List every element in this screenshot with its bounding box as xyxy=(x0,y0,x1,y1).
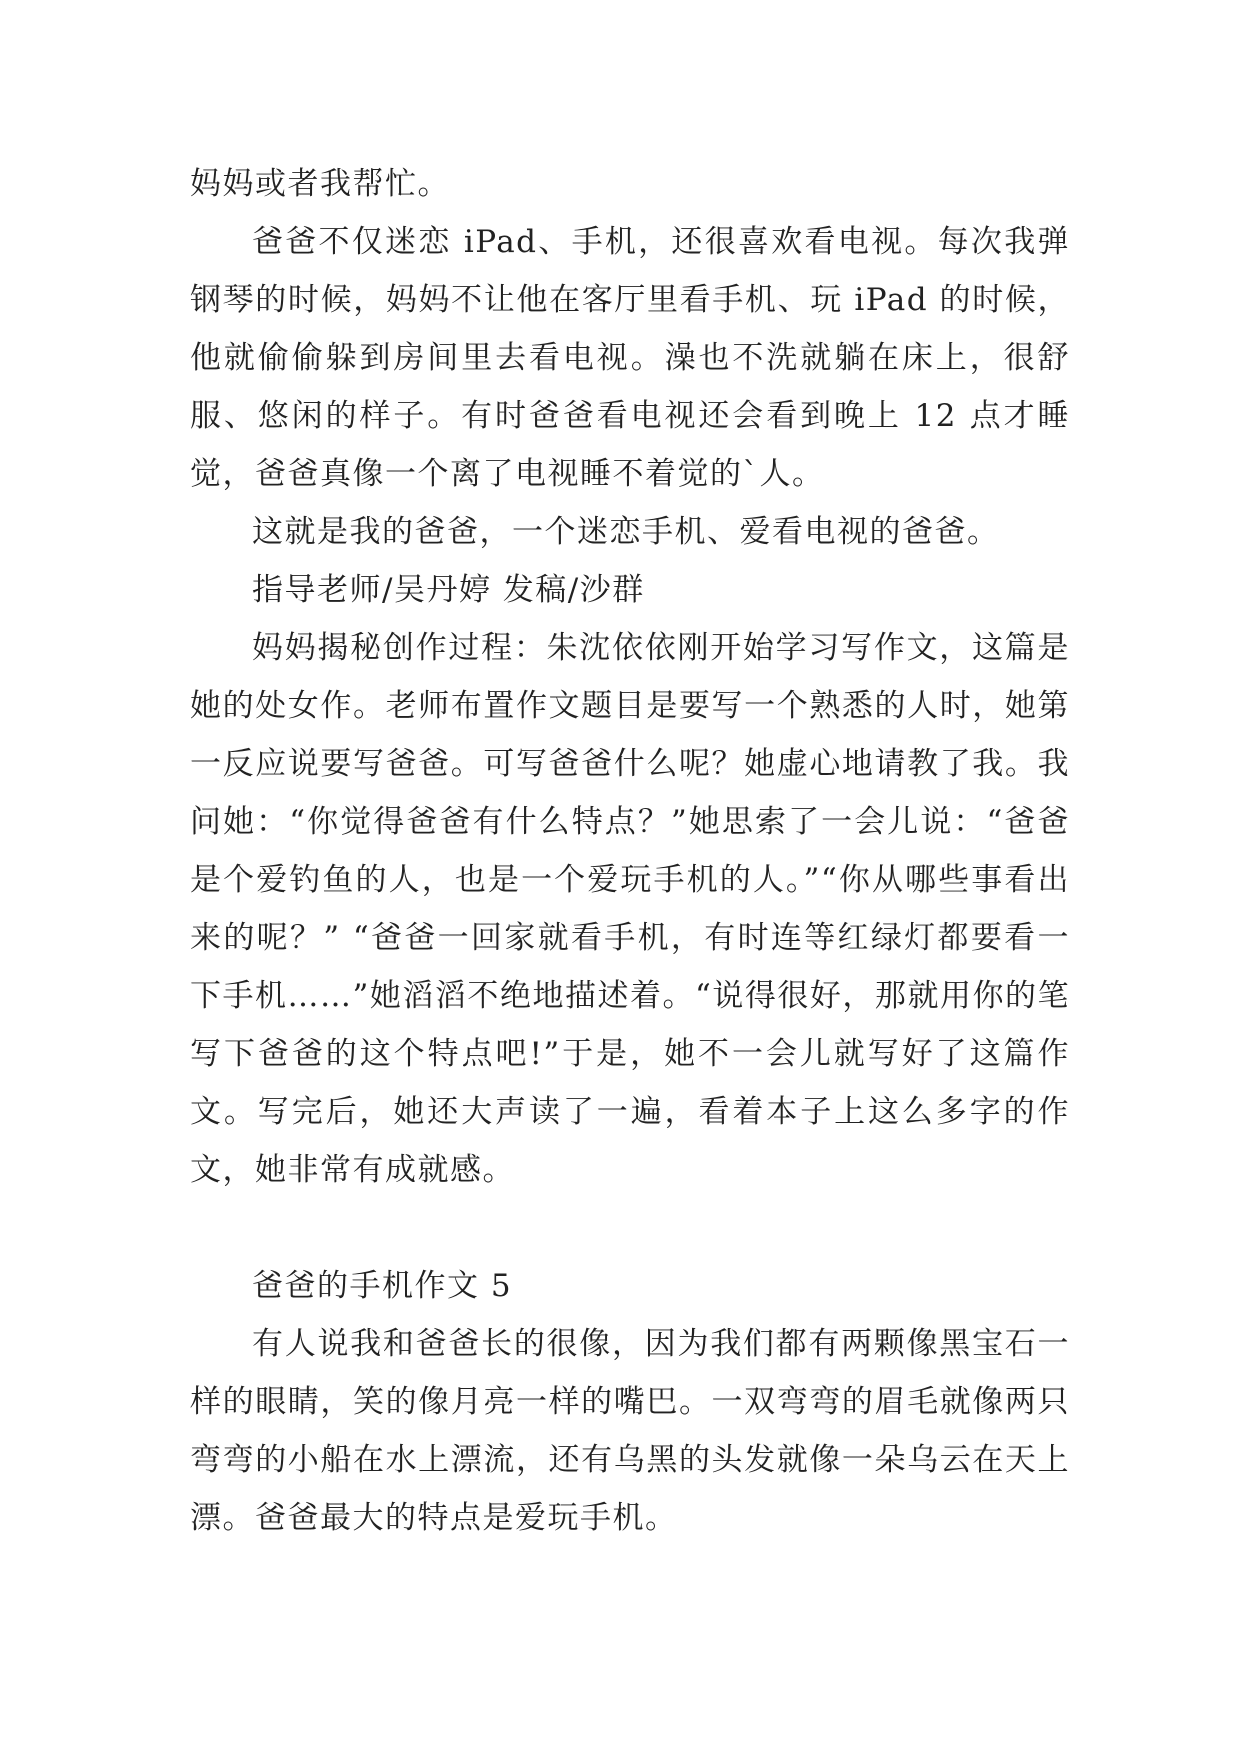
paragraph-tv: 爸爸不仅迷恋 iPad、手机，还很喜欢看电视。每次我弹钢琴的时候，妈妈不让他在客厅里看手机、玩 iPad 的时候，他就偷偷躲到房间里去看电视。澡也不洗就躺在床上，很舒服、悠闲的样子。有时爸爸看电视还会看到晚上 12 点才睡觉，爸爸真像一个离了电视睡不着觉的`人。 xyxy=(190,224,1070,492)
paragraph-mother-notes: 妈妈揭秘创作过程：朱沈依依刚开始学习写作文，这篇是她的处女作。老师布置作文题目是要写一个熟悉的人时，她第一反应说要写爸爸。可写爸爸什么呢？她虚心地请教了我。我问她：“你觉得爸爸有什么特点？”她思索了一会儿说：“爸爸是个爱钓鱼的人，也是一个爱玩手机的人。”“你从哪些事看出来的呢？” “爸爸一回家就看手机，有时连等红绿灯都要看一下手机……”她滔滔不绝地描述着。“说得很好，那就用你的笔写下爸爸的这个特点吧!”于是，她不一会儿就写好了这篇作文。写完后，她还大声读了一遍，看着本子上这么多字的作文，她非常有成就感。 xyxy=(190,630,1070,1188)
paragraph-essay5-intro: 有人说我和爸爸长的很像，因为我们都有两颗像黑宝石一样的眼睛，笑的像月亮一样的嘴巴。一双弯弯的眉毛就像两只弯弯的小船在水上漂流，还有乌黑的头发就像一朵乌云在天上漂。爸爸最大的特点是爱玩手机。 xyxy=(190,1326,1070,1536)
section-title: 爸爸的手机作文 5 xyxy=(252,1268,513,1304)
document-body xyxy=(190,155,1070,1547)
section-spacer xyxy=(190,1199,1070,1257)
paragraph-credits: 指导老师/吴丹婷 发稿/沙群 xyxy=(252,572,645,608)
paragraph-continuation: 妈妈或者我帮忙。 xyxy=(190,166,450,202)
paragraph-summary: 这就是我的爸爸，一个迷恋手机、爱看电视的爸爸。 xyxy=(252,514,1000,550)
